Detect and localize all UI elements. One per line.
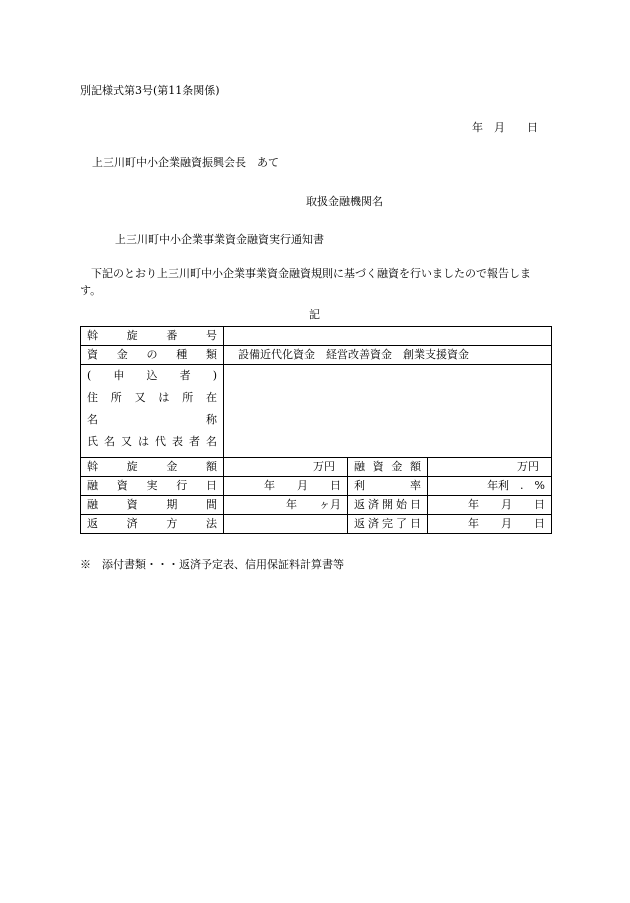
attachment-note: ※ 添付書類・・・返済予定表、信用保証料計算書等 xyxy=(80,558,344,571)
table-row xyxy=(81,327,552,346)
fund-type-value: 設備近代化資金 経営改善資金 創業支援資金 xyxy=(224,346,552,365)
mediation-amount-label: 斡旋金額 xyxy=(81,458,224,477)
mediation-number-label: 斡旋番号 xyxy=(81,327,224,346)
applicant-line: 名称 xyxy=(87,413,217,426)
ki-mark: 記 xyxy=(309,308,320,321)
body-text: 下記のとおり上三川町中小企業事業資金融資規則に基づく融資を行いましたので報告します。 xyxy=(80,267,531,297)
form-number: 別記様式第3号(第11条関係) xyxy=(80,84,220,97)
mediation-number-value xyxy=(224,327,552,346)
date-line: 年 月 日 xyxy=(472,121,538,134)
table-row xyxy=(81,515,552,534)
applicant-line: (申込者) xyxy=(87,369,217,382)
execution-date-label: 融資実行日 xyxy=(81,477,224,496)
table-row xyxy=(81,477,552,496)
repayment-start-value: 年 月 日 xyxy=(428,496,552,515)
repayment-end-label: 返済完了日 xyxy=(348,515,428,534)
table-row xyxy=(81,458,552,477)
loan-period-value: 年 ヶ月 xyxy=(224,496,348,515)
loan-amount-value: 万円 xyxy=(428,458,552,477)
loan-period-label: 融資期間 xyxy=(81,496,224,515)
repayment-end-value: 年 月 日 xyxy=(428,515,552,534)
applicant-line: 氏名又は代表者名 xyxy=(87,435,217,448)
fund-type-label: 資金の種類 xyxy=(81,346,224,365)
table-row xyxy=(81,365,552,458)
applicant-line: 住所又は所在 xyxy=(87,391,217,404)
repayment-method-label: 返済方法 xyxy=(81,515,224,534)
interest-rate-value: 年利 . % xyxy=(428,477,552,496)
execution-date-value: 年 月 日 xyxy=(224,477,348,496)
addressee: 上三川町中小企業融資振興会長 あて xyxy=(92,156,279,169)
repayment-start-label: 返済開始日 xyxy=(348,496,428,515)
notification-table xyxy=(80,326,552,534)
loan-amount-label: 融資金額 xyxy=(348,458,428,477)
applicant-label xyxy=(81,365,224,458)
repayment-method-value xyxy=(224,515,348,534)
sender-label: 取扱金融機関名 xyxy=(306,195,383,208)
table-row xyxy=(81,346,552,365)
interest-rate-label: 利率 xyxy=(348,477,428,496)
document-title: 上三川町中小企業事業資金融資実行通知書 xyxy=(115,233,324,246)
mediation-amount-value: 万円 xyxy=(224,458,348,477)
applicant-value xyxy=(224,365,552,458)
table-row xyxy=(81,496,552,515)
